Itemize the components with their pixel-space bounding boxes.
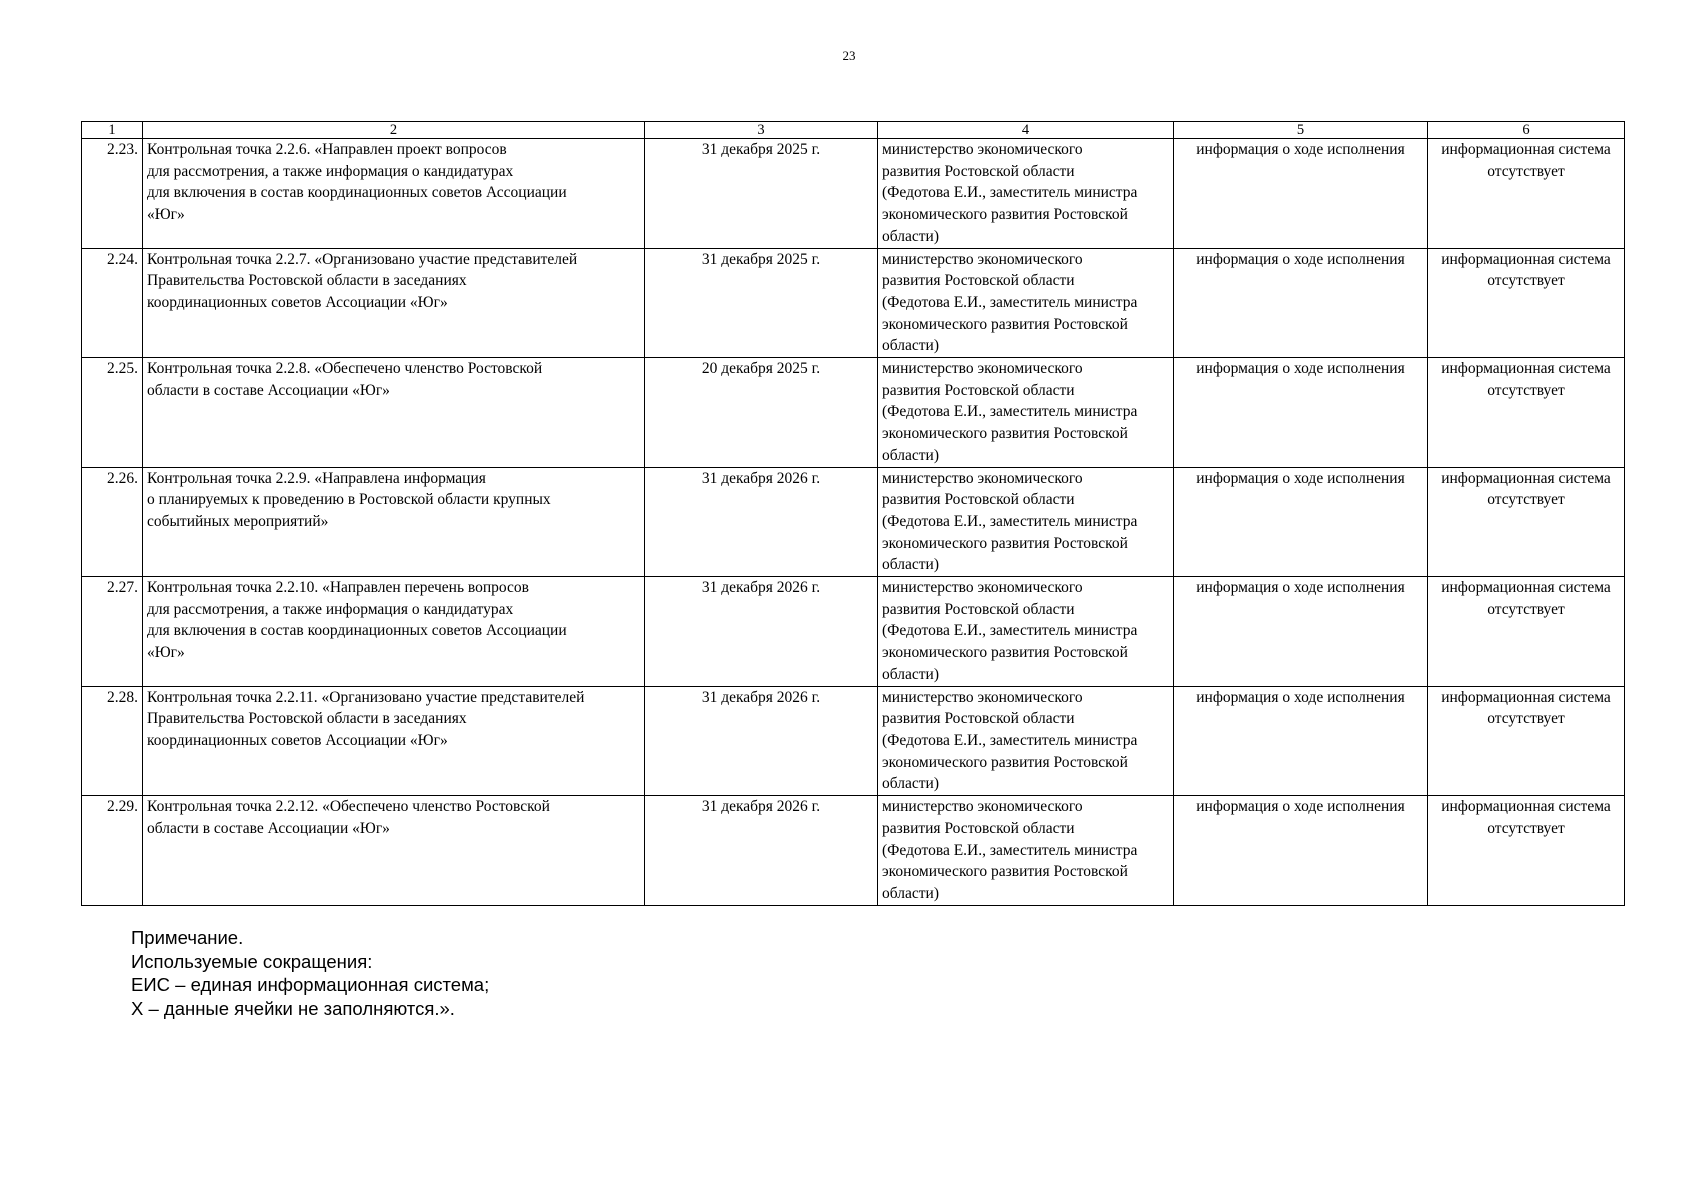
deadline-cell: 31 декабря 2026 г. <box>645 467 878 577</box>
information-system-cell: информационная система отсутствует <box>1428 248 1625 358</box>
deadline-cell: 20 декабря 2025 г. <box>645 358 878 468</box>
abbreviation-x: Х – данные ячейки не заполняются.». <box>131 997 455 1019</box>
table-row <box>82 796 1625 906</box>
column-number-row <box>82 122 1625 139</box>
deadline-cell: 31 декабря 2026 г. <box>645 577 878 687</box>
row-number-cell: 2.29. <box>82 796 143 906</box>
deadline-cell: 31 декабря 2025 г. <box>645 248 878 358</box>
row-number-cell: 2.25. <box>82 358 143 468</box>
information-system-cell: информационная система отсутствует <box>1428 577 1625 687</box>
deadline-cell: 31 декабря 2026 г. <box>645 796 878 906</box>
control-points-table <box>81 121 1625 906</box>
control-point-description-cell: Контрольная точка 2.2.10. «Направлен перечень вопросов для рассмотрения, а также информация о кандидатурах для включения в состав координационных советов Ассоциации «Юг» <box>143 577 645 687</box>
control-point-description-cell: Контрольная точка 2.2.8. «Обеспечено членство Ростовской области в составе Ассоциации «Юг» <box>143 358 645 468</box>
column-header-3: 3 <box>645 122 878 139</box>
responsible-executor-cell: министерство экономического развития Ростовской области (Федотова Е.И., заместитель министра экономического развития Ростовской области) <box>878 686 1174 796</box>
confirming-document-cell: информация о ходе исполнения <box>1174 139 1428 249</box>
row-number-cell: 2.23. <box>82 139 143 249</box>
table-row <box>82 577 1625 687</box>
row-number-cell: 2.28. <box>82 686 143 796</box>
table-row <box>82 139 1625 249</box>
responsible-executor-cell: министерство экономического развития Ростовской области (Федотова Е.И., заместитель министра экономического развития Ростовской области) <box>878 796 1174 906</box>
column-header-6: 6 <box>1428 122 1625 139</box>
confirming-document-cell: информация о ходе исполнения <box>1174 467 1428 577</box>
notes-block <box>131 926 489 1020</box>
row-number-cell: 2.26. <box>82 467 143 577</box>
information-system-cell: информационная система отсутствует <box>1428 139 1625 249</box>
information-system-cell: информационная система отсутствует <box>1428 796 1625 906</box>
page-number: 23 <box>842 48 856 63</box>
confirming-document-cell: информация о ходе исполнения <box>1174 686 1428 796</box>
responsible-executor-cell: министерство экономического развития Ростовской области (Федотова Е.И., заместитель министра экономического развития Ростовской области) <box>878 248 1174 358</box>
deadline-cell: 31 декабря 2025 г. <box>645 139 878 249</box>
confirming-document-cell: информация о ходе исполнения <box>1174 577 1428 687</box>
column-header-1: 1 <box>82 122 143 139</box>
abbreviations-heading: Используемые сокращения: <box>131 950 373 972</box>
information-system-cell: информационная система отсутствует <box>1428 358 1625 468</box>
column-header-5: 5 <box>1174 122 1428 139</box>
control-point-description-cell: Контрольная точка 2.2.6. «Направлен проект вопросов для рассмотрения, а также информация о кандидатурах для включения в состав координационных советов Ассоциации «Юг» <box>143 139 645 249</box>
table-row <box>82 358 1625 468</box>
information-system-cell: информационная система отсутствует <box>1428 467 1625 577</box>
deadline-cell: 31 декабря 2026 г. <box>645 686 878 796</box>
control-point-description-cell: Контрольная точка 2.2.12. «Обеспечено членство Ростовской области в составе Ассоциации «Юг» <box>143 796 645 906</box>
column-header-4: 4 <box>878 122 1174 139</box>
table-row <box>82 686 1625 796</box>
responsible-executor-cell: министерство экономического развития Ростовской области (Федотова Е.И., заместитель министра экономического развития Ростовской области) <box>878 577 1174 687</box>
confirming-document-cell: информация о ходе исполнения <box>1174 358 1428 468</box>
responsible-executor-cell: министерство экономического развития Ростовской области (Федотова Е.И., заместитель министра экономического развития Ростовской области) <box>878 358 1174 468</box>
row-number-cell: 2.27. <box>82 577 143 687</box>
responsible-executor-cell: министерство экономического развития Ростовской области (Федотова Е.И., заместитель министра экономического развития Ростовской области) <box>878 467 1174 577</box>
note-heading: Примечание. <box>131 927 244 948</box>
abbreviation-eis: ЕИС – единая информационная система; <box>131 974 490 995</box>
row-number-cell: 2.24. <box>82 248 143 358</box>
confirming-document-cell: информация о ходе исполнения <box>1174 796 1428 906</box>
control-point-description-cell: Контрольная точка 2.2.9. «Направлена информация о планируемых к проведению в Ростовской области крупных событийных мероприятий» <box>143 467 645 577</box>
control-point-description-cell: Контрольная точка 2.2.11. «Организовано участие представителей Правительства Ростовской области в заседаниях координационных советов Ассоциации «Юг» <box>143 686 645 796</box>
table-row <box>82 467 1625 577</box>
confirming-document-cell: информация о ходе исполнения <box>1174 248 1428 358</box>
control-point-description-cell: Контрольная точка 2.2.7. «Организовано участие представителей Правительства Ростовской области в заседаниях координационных советов Ассоциации «Юг» <box>143 248 645 358</box>
column-header-2: 2 <box>143 122 645 139</box>
responsible-executor-cell: министерство экономического развития Ростовской области (Федотова Е.И., заместитель министра экономического развития Ростовской области) <box>878 139 1174 249</box>
information-system-cell: информационная система отсутствует <box>1428 686 1625 796</box>
table-row <box>82 248 1625 358</box>
